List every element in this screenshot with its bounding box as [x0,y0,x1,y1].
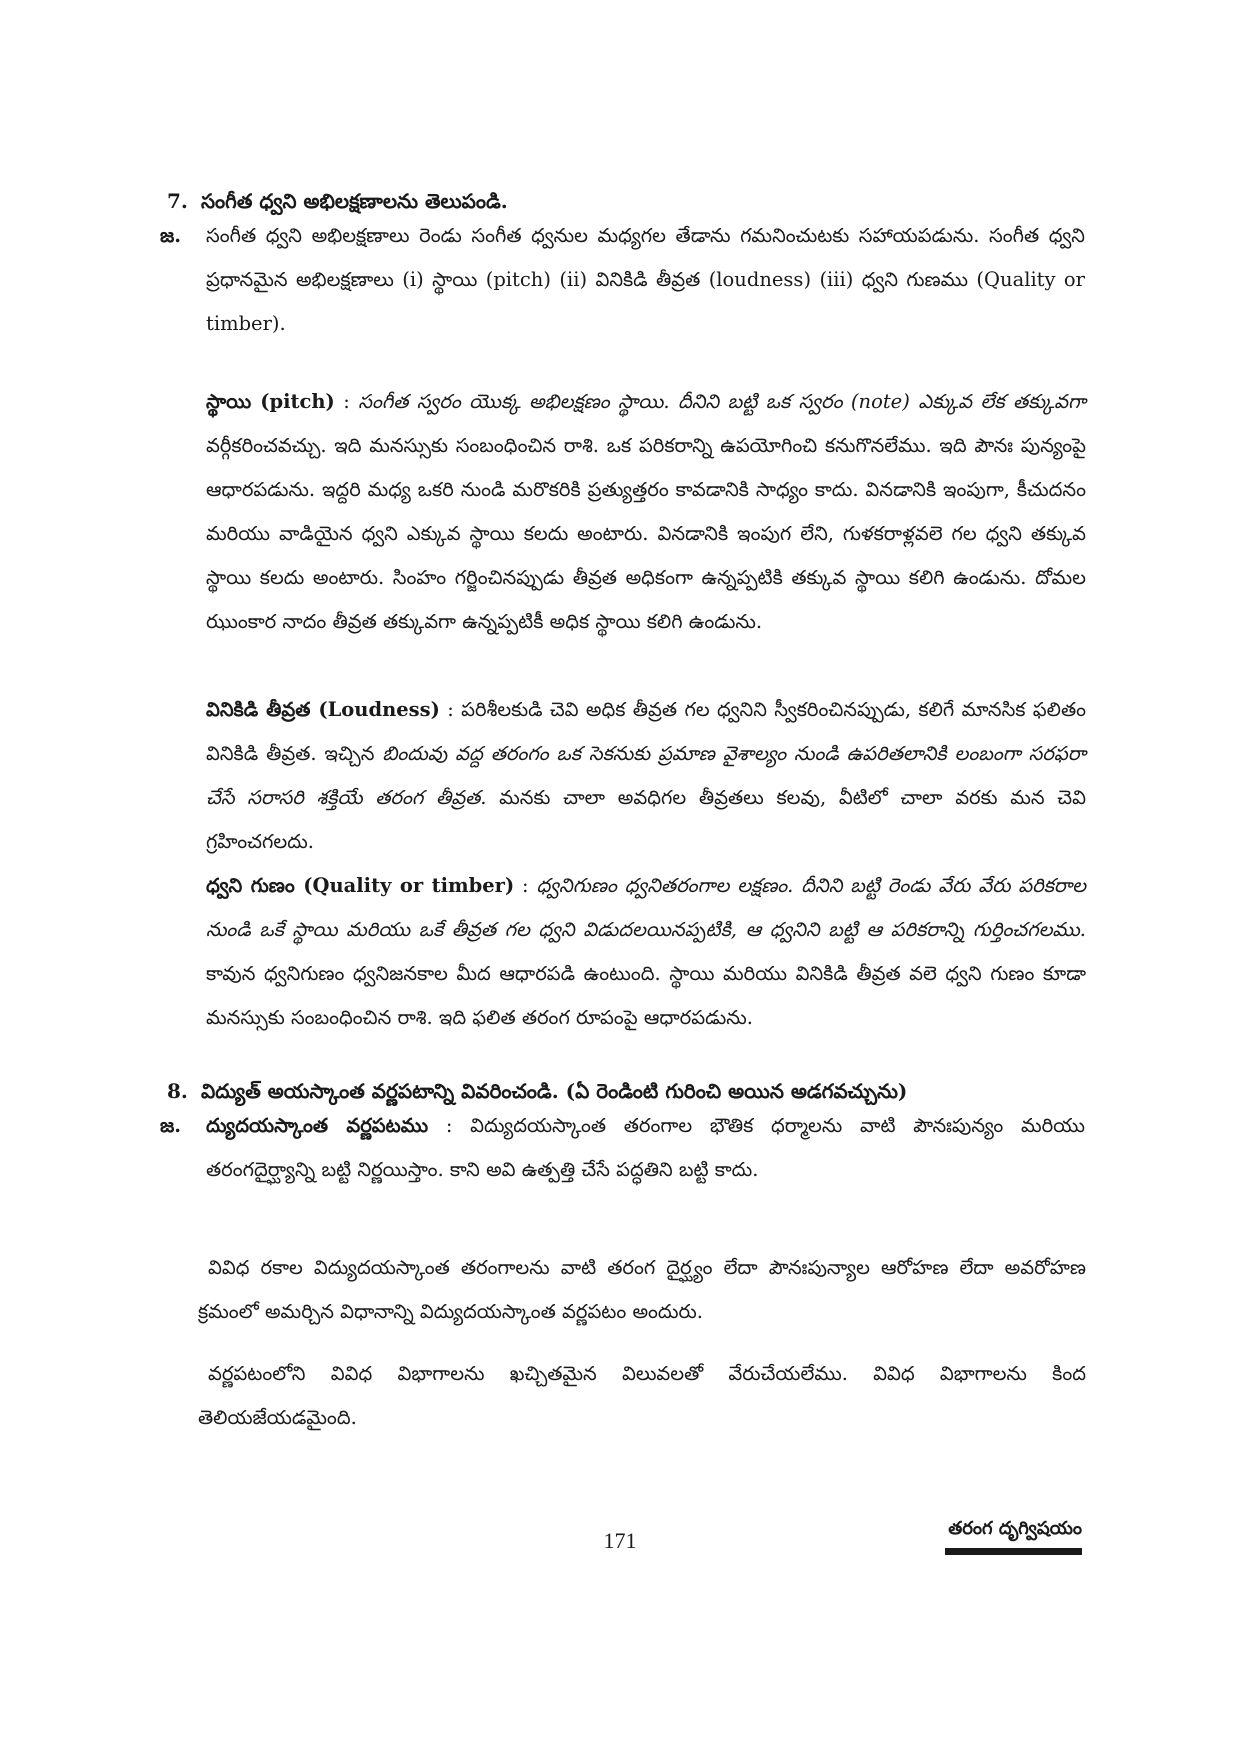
quality-paragraph [206,864,1086,1040]
spectrum-intro-text: విద్యుదయస్కాంత తరంగాల భౌతిక ధర్మాలను వాటి పౌనఃపున్యం మరియు తరంగదైర్ఘ్యాన్ని బట్టి నిర్ణయిస్తాం. కాని అవి ఉత్పత్తి చేసే పద్ధతిని బట్టి కాదు. [206,1114,1085,1181]
question-8-text: విద్యుత్ అయస్కాంత వర్ణపటాన్ని వివరించండి. (ఏ రెండింటి గురించి అయిన అడగవచ్చును) [201,1079,908,1103]
answer-7-marker: జ. [160,224,182,247]
question-7-text: సంగీత ధ్వని అభిలక్షణాలను తెలుపండి. [201,189,508,213]
pitch-term: స్థాయి (pitch) [206,390,335,413]
spectrum-term: ద్యుదయస్కాంత వర్ణపటము [206,1114,429,1137]
answer-7-intro [160,214,1085,346]
answer-7-intro-text: సంగీత ధ్వని అభిలక్షణాలు రెండు సంగీత ధ్వనుల మధ్యగల తేడాను గమనించుటకు సహాయపడును. సంగీత ధ్వని ప్రధానమైన అభిలక్షణాలు (i) స్థాయి (pitch) (ii) వినికిడి తీవ్రత (loudness) (iii) ధ్వని గుణము (Quality or timber). [206,224,1085,335]
loudness-paragraph [206,688,1086,864]
question-7 [167,186,1087,216]
question-8-number: 8. [167,1079,188,1103]
answer-8-intro [160,1104,1085,1192]
pitch-paragraph [206,380,1086,644]
loudness-intro: పరిశీలకుడి చెవి అధిక తీవ్రత గల ధ్వనిని స్వీకరించినప్పుడు, కలిగే మానసిక ఫలితం వినికిడి తీవ్రత. ఇచ్చిన [206,698,1087,765]
quality-definition: ధ్వనిగుణం ధ్వనితరంగాల లక్షణం. దీనిని బట్టి రెండు వేరు వేరు పరికరాల నుండి ఒకే స్థాయి మరియు ఒకే తీవ్రత గల ధ్వని విడుదలయినప్పటికి, ఆ ధ్వనిని బట్టి ఆ పరికరాన్ని గుర్తించగలము. [206,874,1086,941]
question-8 [167,1076,1087,1106]
page-number: 171 [603,1528,637,1553]
spectrum-separator: : [428,1114,471,1137]
loudness-explanation: మనకు చాలా అవధిగల తీవ్రతలు కలవు, వీటిలో చాలా వరకు మన చెవి గ్రహించగలదు. [206,786,1086,853]
spectrum-paragraph-2: వివిధ రకాల విద్యుదయస్కాంత తరంగాలను వాటి తరంగ దైర్ఘ్యం లేదా పౌనఃపున్యాల ఆరోహణ లేదా అవరోహణ క్రమంలో అమర్చిన విధానాన్ని విద్యుదయస్కాంత వర్ణపటం అందురు. [198,1256,1086,1323]
spectrum-paragraph-3: వర్ణపటంలోని వివిధ విభాగాలను ఖచ్చితమైన విలువలతో వేరుచేయలేము. వివిధ విభాగాలను కింద తెలియజేయడమైంది. [198,1362,1086,1429]
loudness-separator: : [439,698,462,721]
quality-term: ధ్వని గుణం (Quality or timber) [206,874,515,897]
chapter-title: తరంగ దృగ్విషయం [948,1518,1082,1539]
pitch-separator: : [334,390,359,413]
quality-separator: : [514,874,537,897]
pitch-definition: సంగీత స్వరం యొక్క అభిలక్షణం స్థాయి. దీనిని బట్టి ఒక స్వరం (note) ఎక్కువ లేక తక్కువగా [358,390,1087,413]
loudness-definition: బిందువు వద్ద తరంగం ఒక సెకనుకు ప్రమాణ వైశాల్యం నుండి ఉపరితలానికి లంబంగా సరఫరా చేసే సరాసరి శక్తియే తరంగ తీవ్రత. [206,742,1087,809]
quality-explanation: కావున ధ్వనిగుణం ధ్వనిజనకాల మీద ఆధారపడి ఉంటుంది. స్థాయి మరియు వినికిడి తీవ్రత వలె ధ్వని గుణం కూడా మనస్సుకు సంబంధించిన రాశి. ఇది ఫలిత తరంగ రూపంపై ఆధారపడును. [206,962,1086,1029]
loudness-term: వినికిడి తీవ్రత (Loudness) [206,698,440,721]
question-7-number: 7. [167,189,188,213]
answer-8-marker: జ. [160,1114,182,1137]
answer-8-intro-body [206,1104,1085,1192]
footer-rule [945,1548,1082,1555]
pitch-explanation: వర్గీకరించవచ్చు. ఇది మనస్సుకు సంబంధించిన రాశి. ఒక పరికరాన్ని ఉపయోగించి కనుగొనలేము. ఇది పౌనః పున్యంపై ఆధారపడును. ఇద్దరి మధ్య ఒకరి నుండి మరొకరికి ప్రత్యుత్తరం కావడానికి సాధ్యం కాదు. వినడానికి ఇంపుగా, కీచుదనం మరియు వాడియైన ధ్వని ఎక్కువ స్థాయి కలదు అంటారు. వినడానికి ఇంపుగ లేని, గుళకరాళ్లవలె గల ధ్వని తక్కువ స్థాయి కలదు అంటారు. సింహం గర్జించినప్పుడు తీవ్రత అధికంగా ఉన్నప్పటికి తక్కువ స్థాయి కలిగి ఉండును. దోమల ఝుంకార నాదం తీవ్రత తక్కువగా ఉన్నప్పటికీ అధిక స్థాయి కలిగి ఉండును. [206,434,1086,633]
